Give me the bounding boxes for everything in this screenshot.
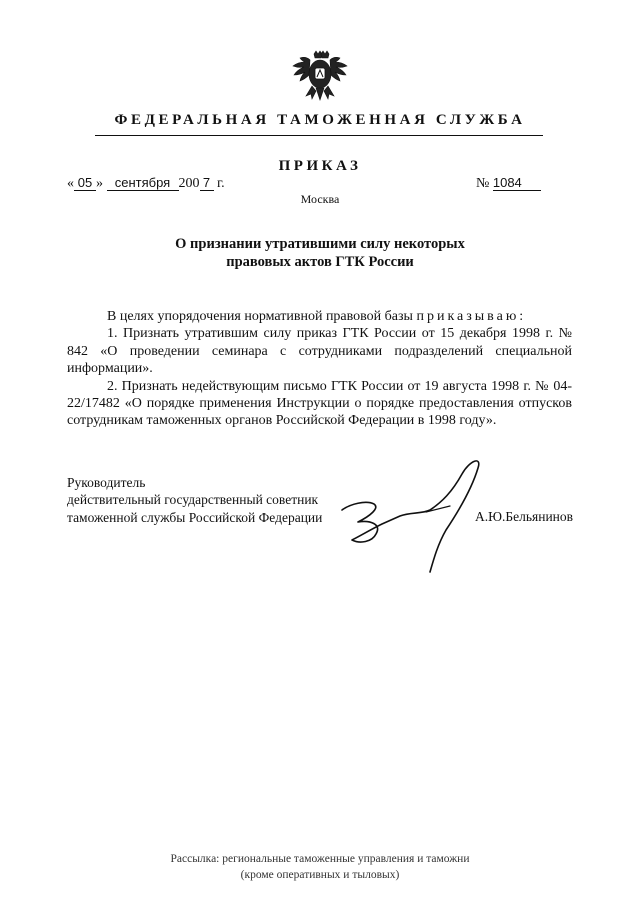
intro-verb: приказываю: [416,309,527,324]
intro-text: В целях упорядочения нормативной правовой базы [107,309,413,324]
document-title [0,235,640,271]
date-year-digit: 7 [202,175,211,190]
date-month-field [107,176,179,191]
city: Москва [300,192,340,206]
signer-position: Руководитель [67,475,146,490]
signer-rank-line-1: действительный государственный советник [67,492,319,508]
title-line-2: правовых актов ГТК России [226,254,414,270]
number-value: 1084 [492,175,522,190]
number-field [493,176,541,191]
document-type: ПРИКАЗ [278,158,362,174]
title-line-1: О признании утратившими силу некоторых [175,236,465,252]
russian-coat-of-arms-icon [288,50,352,106]
header-divider [95,135,543,136]
date-year-suffix: г. [217,176,225,191]
signature-block [67,474,322,526]
date-year-field [200,176,214,191]
signer-name: А.Ю.Бельянинов [475,509,574,524]
signer-rank-line-2: таможенной службы Российской Федерации [67,509,323,525]
distribution-list [0,852,640,883]
order-date [67,176,225,192]
date-day: 05 [77,175,93,190]
item-2: 2. Признать недействующим письмо ГТК России от 19 августа 1998 г. № 04-22/17482 «О порядке применения Инструкции о порядке предоставления отпусков сотрудникам таможенных органов Российской Федерации в 1998 году». [67,378,572,429]
number-prefix: № [476,176,490,191]
document-body [67,308,572,430]
order-number [476,176,541,192]
date-open-quote: « [67,176,74,191]
service-name: ФЕДЕРАЛЬНАЯ ТАМОЖЕННАЯ СЛУЖБА [114,112,526,128]
date-month: сентября [114,175,171,190]
date-close-quote: » [96,176,103,191]
item-1: 1. Признать утратившим силу приказ ГТК России от 15 декабря 1998 г. № 842 «О проведении семинара с сотрудниками подразделений специальной информации». [67,326,572,377]
date-day-field [74,176,96,191]
distribution-line-1: Рассылка: региональные таможенные управления и таможни [170,853,470,865]
date-year-prefix: 200 [178,176,200,191]
handwritten-signature-icon [330,452,495,577]
intro-paragraph [67,308,572,325]
distribution-line-2: (кроме оперативных и тыловых) [240,868,400,881]
